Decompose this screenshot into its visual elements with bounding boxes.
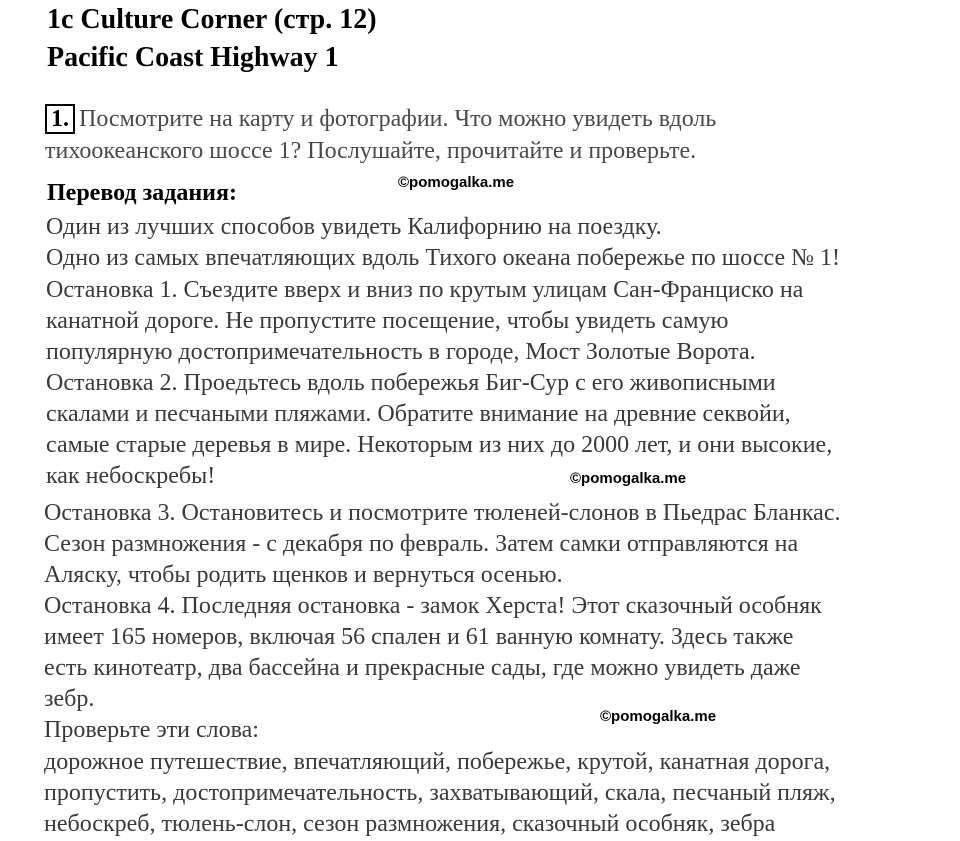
translation-line: пропустить, достопримечательность, захватывающий, скала, песчаный пляж,	[44, 780, 836, 806]
translation-line: Остановка 1. Съездите вверх и вниз по крутым улицам Сан-Франциско на	[46, 277, 804, 303]
translation-line: популярную достопримечательность в городе, Мост Золотые Ворота.	[46, 339, 756, 365]
check-words-heading: Проверьте эти слова:	[44, 717, 259, 743]
translation-line: самые старые деревья в мире. Некоторым из них до 2000 лет, и они высокие,	[46, 432, 833, 458]
translation-line: зебр.	[44, 686, 95, 712]
translation-line: дорожное путешествие, впечатляющий, побережье, крутой, канатная дорога,	[44, 749, 831, 775]
translation-line: небоскреб, тюлень-слон, сезон размножения, сказочный особняк, зебра	[44, 811, 776, 837]
task-instructions	[45, 103, 925, 167]
translation-line: как небоскребы!	[46, 463, 216, 489]
translation-line: скалами и песчаными пляжами. Обратите внимание на древние секвойи,	[46, 401, 791, 427]
watermark: ©pomogalka.me	[600, 708, 717, 725]
translation-line: канатной дороге. Не пропустите посещение, чтобы увидеть самую	[46, 308, 729, 334]
translation-line: имеет 165 номеров, включая 56 спален и 61 ванную комнату. Здесь также	[44, 624, 794, 650]
task-line-2: тихоокеанского шоссе 1? Послушайте, прочитайте и проверьте.	[45, 138, 697, 164]
translation-line: Одно из самых впечатляющих вдоль Тихого океана побережье по шоссе № 1!	[46, 245, 841, 271]
translation-line: Сезон размножения - с декабря по февраль. Затем самки отправляются на	[44, 531, 799, 557]
translation-line: Остановка 2. Проедьтесь вдоль побережья Биг-Сур с его живописными	[46, 370, 776, 396]
task-line-1-text: Посмотрите на карту и фотографии. Что можно увидеть вдоль	[79, 106, 717, 132]
page-title: 1c Culture Corner (стр. 12)	[47, 4, 377, 35]
translation-line: есть кинотеатр, два бассейна и прекрасные сады, где можно увидеть даже	[44, 655, 801, 681]
translation-line: Аляску, чтобы родить щенков и вернуться осенью.	[44, 562, 563, 588]
translation-line: Остановка 4. Последняя остановка - замок Херста! Этот сказочный особняк	[44, 593, 822, 619]
page-subtitle: Pacific Coast Highway 1	[47, 42, 339, 73]
watermark: ©pomogalka.me	[398, 174, 515, 191]
translation-line: Остановка 3. Остановитесь и посмотрите тюленей-слонов в Пьедрас Бланкас.	[44, 500, 841, 526]
task-number-badge: 1.	[45, 104, 75, 134]
translation-line: Один из лучших способов увидеть Калифорнию на поездку.	[46, 214, 662, 240]
watermark: ©pomogalka.me	[570, 470, 687, 487]
task-line-1	[45, 103, 925, 135]
translation-heading: Перевод задания:	[47, 180, 237, 206]
